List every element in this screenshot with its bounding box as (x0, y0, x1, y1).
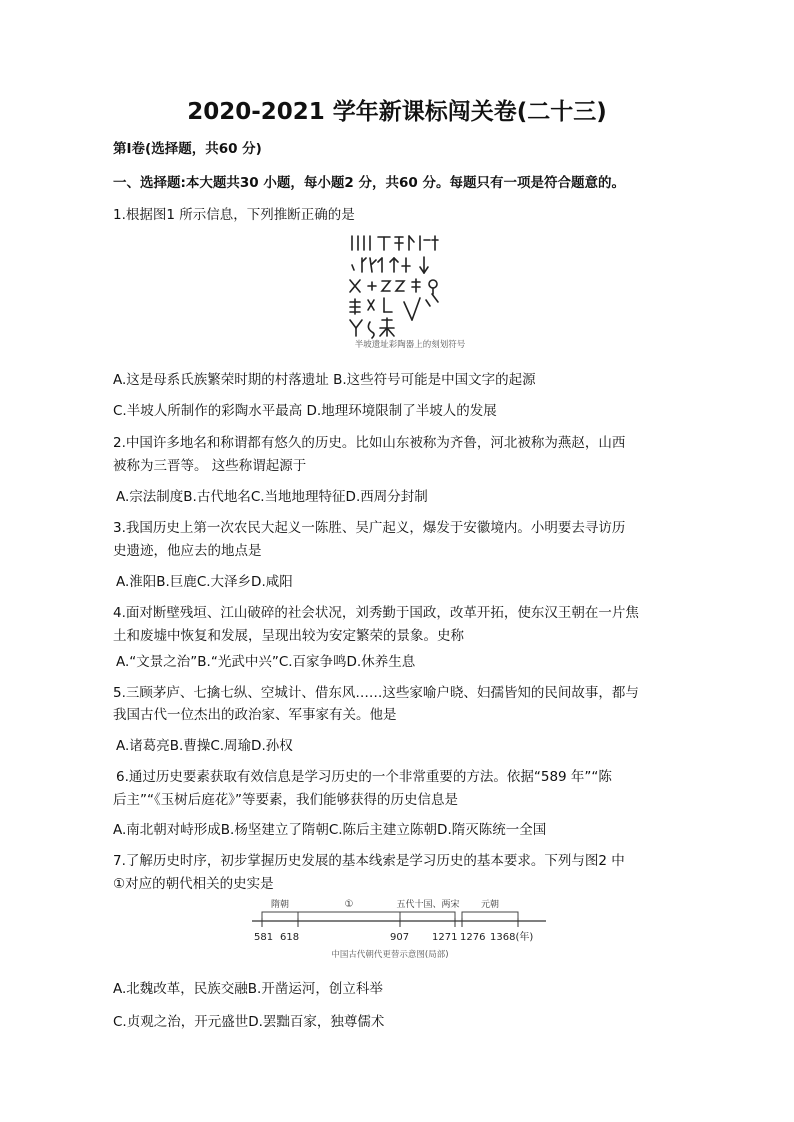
timeline-label-yuan: 元朝 (480, 900, 500, 910)
figure-1-pottery-symbols (340, 232, 480, 350)
question-2-stem-line-2: 被称为三晋等。 这些称谓起源于 (113, 458, 307, 474)
question-7-stem-line-2: ①对应的朝代相关的史实是 (113, 876, 274, 892)
question-1-option-ab: A.这是母系氏族繁荣时期的村落遗址 B.这些符号可能是中国文字的起源 (113, 372, 536, 388)
question-5-options: A.诸葛亮B.曹操C.周瑜D.孙权 (116, 738, 293, 754)
timeline-label-blank-1: ① (344, 899, 354, 910)
timeline-year-1276: 1276 (460, 932, 486, 943)
timeline-label-five-dynasties: 五代十国、两宋 (396, 900, 460, 910)
figure-2-dynasty-timeline (250, 895, 550, 963)
question-4-stem-line-1: 4.面对断壁残垣、江山破碎的社会状况，刘秀勤于国政，改革开拓，使东汉王朝在一片焦 (113, 605, 639, 621)
question-3-stem-line-1: 3.我国历史上第一次农民大起义一陈胜、吴广起义，爆发于安徽境内。小明要去寻访历 (113, 520, 626, 536)
question-4-stem-line-2: 土和废墟中恢复和发展，呈现出较为安定繁荣的景象。史称 (113, 628, 464, 644)
question-6-stem-line-1: 6.通过历史要素获取有效信息是学习历史的一个非常重要的方法。依据“589 年”“陈 (116, 769, 612, 785)
question-5-stem-line-1: 5.三顾茅庐、七擒七纵、空城计、借东风……这些家喻户晓、妇孺皆知的民间故事，都与 (113, 685, 639, 701)
timeline-label-sui: 隋朝 (270, 900, 290, 910)
figure-1-caption: 半坡遗址彩陶器上的刻划符号 (354, 340, 466, 350)
section-heading: 第Ⅰ卷(选择题，共60 分) (113, 141, 262, 157)
question-1-option-cd: C.半坡人所制作的彩陶水平最高 D.地理环境限制了半坡人的发展 (113, 403, 497, 419)
timeline-year-907: 907 (390, 932, 410, 943)
question-1-stem: 1.根据图1 所示信息，下列推断正确的是 (113, 207, 355, 223)
question-7-option-ab: A.北魏改革，民族交融B.开凿运河，创立科举 (113, 981, 383, 997)
instruction-text: 一、选择题:本大题共30 小题，每小题2 分，共60 分。每题只有一项是符合题意的。 (113, 175, 625, 191)
timeline-year-1368: 1368(年) (490, 932, 534, 943)
timeline-year-1271: 1271 (432, 932, 458, 943)
question-4-options: A.“文景之治”B.“光武中兴”C.百家争鸣D.休养生息 (116, 654, 416, 670)
question-2-stem-line-1: 2.中国许多地名和称谓都有悠久的历史。比如山东被称为齐鲁，河北被称为燕赵，山西 (113, 435, 626, 451)
timeline-year-618: 618 (280, 932, 300, 943)
question-3-stem-line-2: 史遗迹，他应去的地点是 (113, 543, 262, 559)
question-5-stem-line-2: 我国古代一位杰出的政治家、军事家有关。他是 (113, 707, 397, 723)
question-3-options: A.淮阳B.巨鹿C.大泽乡D.咸阳 (116, 574, 293, 590)
question-7-stem-line-1: 7.了解历史时序，初步掌握历史发展的基本线索是学习历史的基本要求。下列与图2 中 (113, 853, 625, 869)
timeline-year-581: 581 (254, 932, 274, 943)
question-2-options: A.宗法制度B.古代地名C.当地地理特征D.西周分封制 (116, 489, 428, 505)
question-6-stem-line-2: 后主”“《玉树后庭花》”等要素，我们能够获得的历史信息是 (113, 792, 458, 808)
figure-2-caption: 中国古代朝代更替示意图(局部) (331, 950, 449, 960)
exam-title: 2020-2021 学年新课标闯关卷(二十三) (187, 99, 607, 125)
question-6-options: A.南北朝对峙形成B.杨坚建立了隋朝C.陈后主建立陈朝D.隋灭陈统一全国 (113, 822, 547, 838)
question-7-option-cd: C.贞观之治，开元盛世D.罢黜百家，独尊儒术 (113, 1014, 385, 1030)
